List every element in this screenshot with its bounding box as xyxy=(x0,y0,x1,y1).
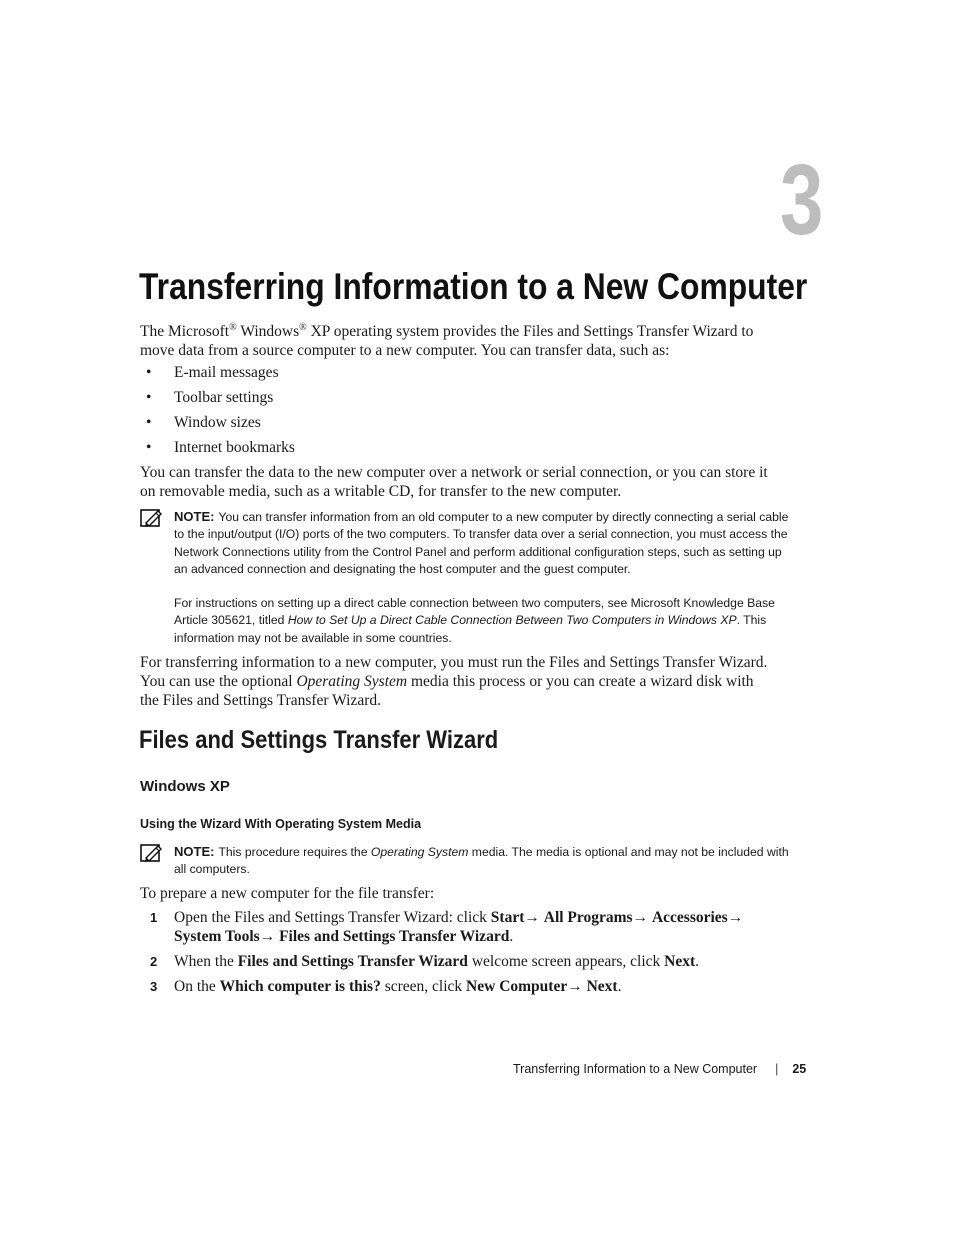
note-paragraph xyxy=(174,595,790,647)
list-item xyxy=(140,362,295,387)
arrow-icon: → xyxy=(524,909,540,926)
step-text: . xyxy=(509,928,514,945)
media-name: Operating System xyxy=(370,845,469,859)
intro-text-b: Windows xyxy=(236,323,300,341)
steps-list xyxy=(140,908,790,1002)
step-number: 2 xyxy=(150,954,158,969)
bullet-symbol: • xyxy=(146,439,152,456)
list-item-text: Internet bookmarks xyxy=(174,439,295,456)
registered-mark: ® xyxy=(229,322,237,333)
arrow-icon: → xyxy=(567,978,583,995)
menu-path-all-programs: All Programs xyxy=(543,909,633,926)
menu-path-accessories: Accessories xyxy=(651,909,728,926)
list-item-text: E-mail messages xyxy=(174,364,279,381)
bullet-symbol: • xyxy=(146,414,152,431)
subsection-heading: Windows XP xyxy=(140,778,230,795)
wizard-text: For transferring information to a new computer, you must run the Files and Settings Transfer Wizard. You can use the optional xyxy=(140,654,768,690)
page-footer xyxy=(513,1062,806,1076)
step-item xyxy=(140,952,790,971)
footer-title: Transferring Information to a New Computer xyxy=(513,1062,758,1076)
arrow-icon: → xyxy=(632,909,649,926)
step-text: . xyxy=(617,978,622,995)
note-text: You can transfer information from an old computer to a new computer by directly connecting a serial cable to the input/output (I/O) ports of the two computers. To transfer data over a serial connection, you must access the Network Connections utility from the Control Panel and perform additional configuration steps, such as setting up an advanced connection and designating the host computer and the guest computer. xyxy=(174,510,789,576)
page-title: Transferring Information to a New Computer xyxy=(139,266,808,307)
new-computer-label: New Computer xyxy=(466,978,568,995)
page-number: 25 xyxy=(792,1062,807,1076)
prepare-paragraph: To prepare a new computer for the file transfer: xyxy=(140,885,435,902)
chapter-number: 3 xyxy=(780,144,824,256)
pencil-note-icon xyxy=(140,843,164,863)
step-text: . xyxy=(695,953,700,970)
step-text: When the xyxy=(174,953,238,970)
arrow-icon: → xyxy=(727,909,744,926)
step-item xyxy=(140,908,790,946)
footer-separator: | xyxy=(775,1062,779,1076)
note-label: NOTE: xyxy=(174,844,215,859)
note-text: This procedure requires the xyxy=(218,845,371,859)
bullet-symbol: • xyxy=(146,364,152,381)
media-name: Operating System xyxy=(296,673,408,690)
step-item xyxy=(140,977,790,996)
next-label: Next xyxy=(664,953,696,970)
subsubsection-heading: Using the Wizard With Operating System Media xyxy=(140,817,422,831)
list-item-text: Toolbar settings xyxy=(174,389,274,406)
intro-paragraph xyxy=(140,318,785,360)
list-item-text: Window sizes xyxy=(174,414,261,431)
arrow-icon: → xyxy=(259,928,276,945)
note-box xyxy=(140,843,790,879)
step-text: welcome screen appears, click xyxy=(467,953,665,970)
list-item xyxy=(140,412,295,437)
menu-path-system-tools: System Tools xyxy=(174,928,260,945)
list-item xyxy=(140,437,295,462)
screen-name: Which computer is this? xyxy=(219,978,381,995)
bullet-list xyxy=(140,362,295,462)
note-paragraph xyxy=(174,843,790,879)
section-heading: Files and Settings Transfer Wizard xyxy=(139,726,499,754)
transfer-paragraph: You can transfer the data to the new computer over a network or serial connection, or you can store it on removable media, such as a writable CD, for transfer to the new computer. xyxy=(140,464,768,500)
step-text: Open the Files and Settings Transfer Wizard: click xyxy=(174,909,491,926)
step-number: 3 xyxy=(150,979,158,994)
menu-path-start: Start xyxy=(490,909,525,926)
note-text: . This information may not be available in some countries. xyxy=(174,613,767,645)
registered-mark: ® xyxy=(299,322,307,333)
article-title: How to Set Up a Direct Cable Connection Between Two Computers in Windows XP xyxy=(287,613,737,628)
pencil-note-icon xyxy=(140,508,164,528)
menu-path-wizard: Files and Settings Transfer Wizard xyxy=(279,928,510,945)
note-text: media. The media is optional and may not be included with all computers. xyxy=(174,845,789,877)
step-text: screen, click xyxy=(380,978,467,995)
wizard-paragraph xyxy=(140,653,770,710)
step-number: 1 xyxy=(150,910,158,925)
note-label: NOTE: xyxy=(174,509,215,524)
note-box xyxy=(140,508,790,647)
list-item xyxy=(140,387,295,412)
next-label: Next xyxy=(586,978,618,995)
step-text: On the xyxy=(174,978,220,995)
wizard-name: Files and Settings Transfer Wizard xyxy=(237,953,468,970)
wizard-text: media this process or you can create a wizard disk with the Files and Settings Transfer Wizard. xyxy=(140,673,754,709)
intro-text-a: The Microsoft xyxy=(140,323,230,341)
note-paragraph xyxy=(174,508,790,578)
intro-text-c: XP operating system provides the Files and Settings Transfer Wizard to move data from a source computer to a new computer. You can transfer data, such as: xyxy=(140,323,754,360)
bullet-symbol: • xyxy=(146,389,152,406)
note-text: For instructions on setting up a direct cable connection between two computers, see Microsoft Knowledge Base Article 305621, titled xyxy=(174,596,775,628)
